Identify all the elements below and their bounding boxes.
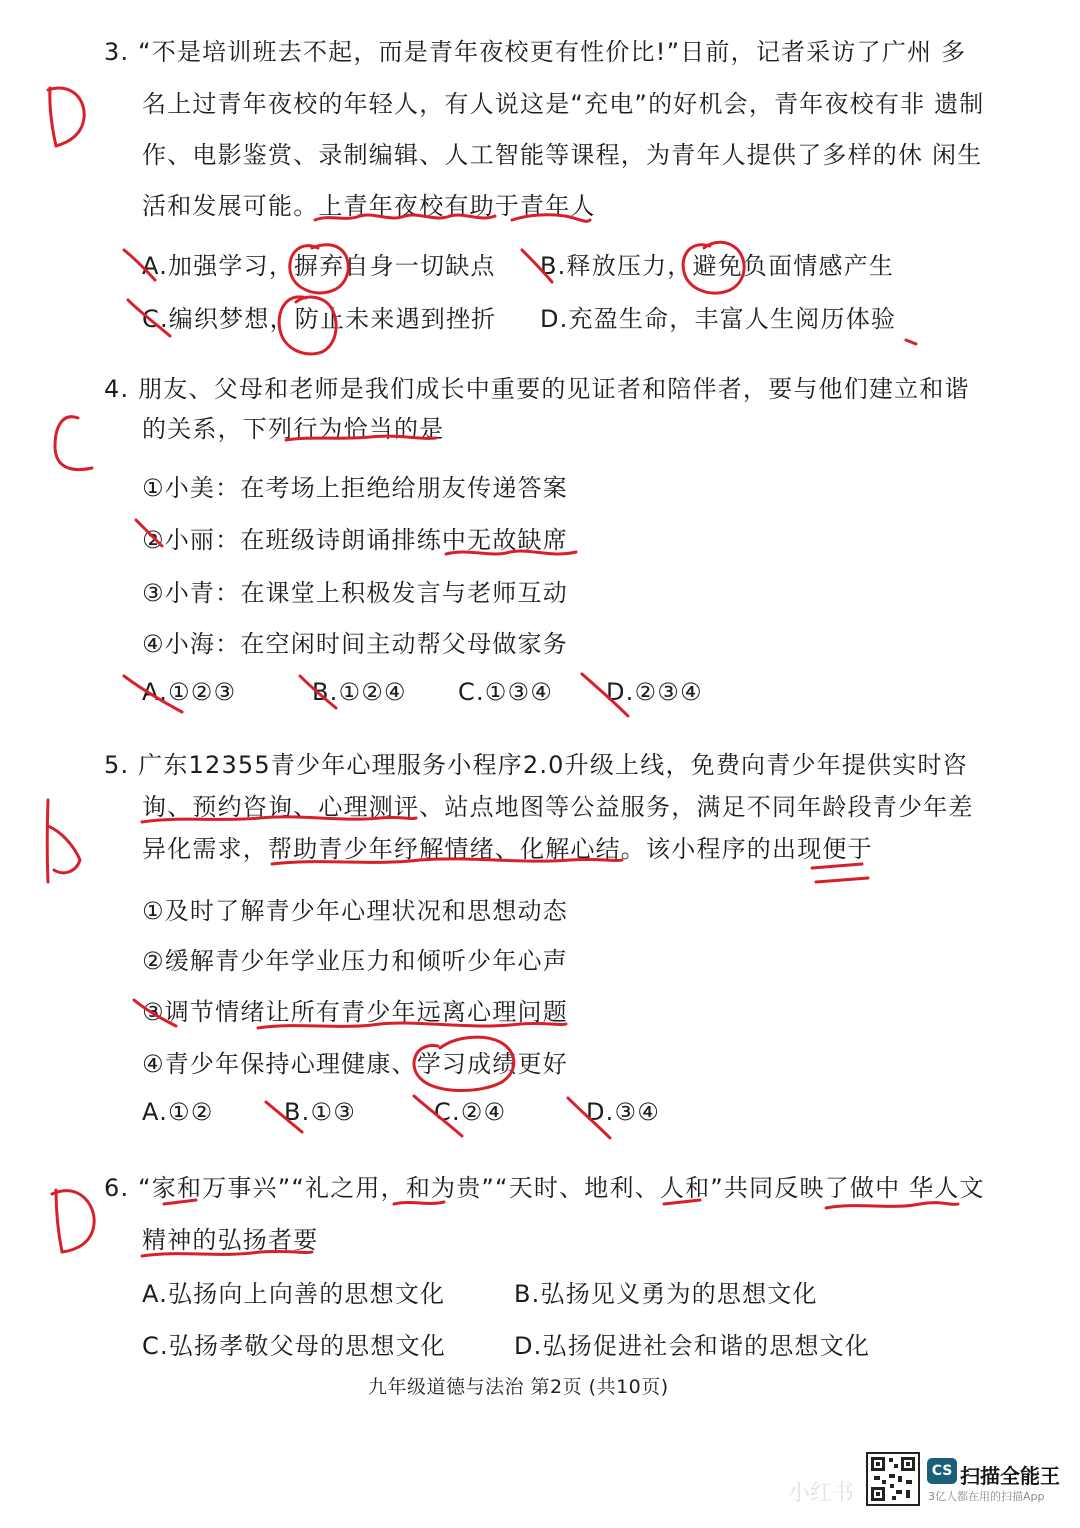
- underline-q6-culture: [826, 1203, 958, 1208]
- q5-statement-3: ③调节情绪让所有青少年远离心理问题: [142, 998, 568, 1026]
- q4-statement-3: ③小青：在课堂上积极发言与老师互动: [142, 579, 568, 607]
- platform-watermark: 小红书: [788, 1481, 855, 1506]
- underline-q5-convenient-1: [812, 864, 862, 868]
- q4-option-c: C.①③④: [458, 678, 553, 706]
- q5-option-d: D.③④: [586, 1098, 660, 1126]
- camscanner-logo: CS: [927, 1458, 957, 1484]
- q5-statement-4: ④青少年保持心理健康、学习成绩更好: [142, 1050, 568, 1078]
- q3-stem-line-3: 作、电影鉴赏、录制编辑、人工智能等课程，为青年人提供了多样的休 闲生: [142, 141, 983, 169]
- q5-stem-line-3: 异化需求，帮助青少年纾解情绪、化解心结。该小程序的出现便于: [142, 835, 873, 863]
- q5-stem-line-1: 5. 广东12355青少年心理服务小程序2.0升级上线，免费向青少年提供实时咨: [104, 751, 968, 779]
- q3-stem-line-2: 名上过青年夜校的年轻人，有人说这是“充电”的好机会，青年夜校有非 遗制: [142, 90, 985, 118]
- answer-mark-q3-D: [48, 88, 84, 146]
- q5-option-c: C.②④: [434, 1098, 507, 1126]
- q6-option-a: A.弘扬向上向善的思想文化: [142, 1280, 446, 1308]
- q3-option-a: A.加强学习，摒弃自身一切缺点: [142, 252, 496, 280]
- camscanner-title: 扫描全能王: [960, 1464, 1060, 1488]
- q5-option-a: A.①②: [142, 1098, 214, 1126]
- q3-stem-line-1: 3. “不是培训班去不起，而是青年夜校更有性价比!”日前，记者采访了广州 多: [104, 38, 967, 66]
- q3-option-d: D.充盈生命，丰富人生阅历体验: [540, 305, 897, 333]
- q5-statement-2: ②缓解青少年学业压力和倾听少年心声: [142, 947, 568, 975]
- q3-option-b: B.释放压力，避免负面情感产生: [540, 252, 895, 280]
- answer-mark-q6-D: [52, 1190, 94, 1252]
- q5-option-b: B.①③: [284, 1098, 356, 1126]
- q6-option-d: D.弘扬促进社会和谐的思想文化: [514, 1332, 871, 1360]
- tick-q3-d: [906, 340, 916, 344]
- q4-option-b: B.①②④: [312, 678, 407, 706]
- q4-statement-2: ②小丽：在班级诗朗诵排练中无故缺席: [142, 526, 568, 554]
- q4-statement-1: ①小美：在考场上拒绝给朋友传递答案: [142, 474, 568, 502]
- q6-option-c: C.弘扬孝敬父母的思想文化: [142, 1332, 446, 1360]
- q3-stem-line-4: 活和发展可能。上青年夜校有助于青年人: [142, 192, 596, 220]
- q4-option-a: A.①②③: [142, 678, 237, 706]
- page-footer: 九年级道德与法治 第2页 (共10页): [368, 1376, 669, 1398]
- camscanner-subtitle: 3亿人都在用的扫描App: [928, 1490, 1045, 1503]
- answer-mark-q5-A: [47, 800, 80, 882]
- q6-stem-line-2: 精神的弘扬者要: [142, 1226, 319, 1254]
- q4-statement-4: ④小海：在空闲时间主动帮父母做家务: [142, 630, 568, 658]
- qr-code-icon: [866, 1452, 920, 1506]
- q6-stem-line-1: 6. “家和万事兴”“礼之用，和为贵”“天时、地利、人和”共同反映了做中 华人文: [104, 1174, 985, 1202]
- underline-q5-convenient-2: [816, 878, 868, 882]
- q5-stem-line-2: 询、预约咨询、心理测评、站点地图等公益服务，满足不同年龄段青少年差: [142, 793, 974, 821]
- q3-option-c: C.编织梦想，防止未来遇到挫折: [142, 305, 497, 333]
- q4-option-d: D.②③④: [606, 678, 703, 706]
- q6-option-b: B.弘扬见义勇为的思想文化: [514, 1280, 818, 1308]
- q4-stem-line-2: 的关系，下列行为恰当的是: [142, 415, 445, 443]
- answer-mark-q4-C: [55, 417, 92, 470]
- q5-statement-1: ①及时了解青少年心理状况和思想动态: [142, 897, 568, 925]
- q4-stem-line-1: 4. 朋友、父母和老师是我们成长中重要的见证者和陪伴者，要与他们建立和谐: [104, 375, 970, 403]
